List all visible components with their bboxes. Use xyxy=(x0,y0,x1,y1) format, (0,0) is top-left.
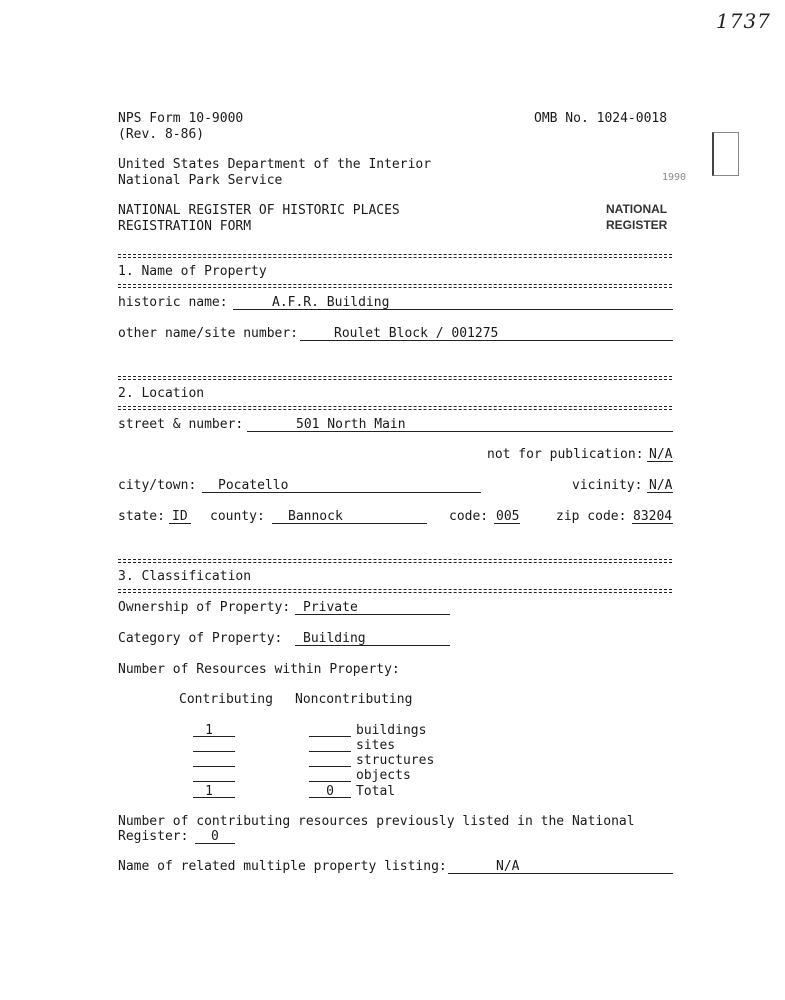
ownership-value: Private xyxy=(303,600,358,615)
form-revision: (Rev. 8-86) xyxy=(118,127,205,142)
multiple-property-label: Name of related multiple property listing: xyxy=(118,859,447,874)
not-for-publication-label: not for publication: xyxy=(487,447,644,462)
noncontributing-line-objects xyxy=(309,781,351,782)
contributing-total: 1 xyxy=(205,784,213,799)
row-label-buildings: buildings xyxy=(356,723,427,738)
received-stamp-box xyxy=(712,132,739,176)
other-name-value: Roulet Block / 001275 xyxy=(334,326,499,341)
noncontributing-total: 0 xyxy=(326,784,334,799)
form-title: NATIONAL REGISTER OF HISTORIC PLACES xyxy=(118,203,400,218)
zip-label: zip code: xyxy=(556,509,627,524)
section-divider xyxy=(118,376,672,380)
noncontributing-header: Noncontributing xyxy=(295,692,413,707)
resources-label: Number of Resources within Property: xyxy=(118,662,400,677)
contributing-line-objects xyxy=(193,781,235,782)
historic-name-value: A.F.R. Building xyxy=(272,295,390,310)
section-3-title: 3. Classification xyxy=(118,569,252,584)
multiple-property-value: N/A xyxy=(496,859,520,874)
stamp-national: NATIONAL xyxy=(606,202,668,216)
received-stamp-date: 1990 xyxy=(662,172,687,183)
street-value: 501 North Main xyxy=(296,417,406,432)
multiple-property-line xyxy=(448,873,673,874)
city-label: city/town: xyxy=(118,478,197,493)
ownership-label: Ownership of Property: xyxy=(118,600,291,615)
form-id: NPS Form 10-9000 xyxy=(118,111,244,126)
county-value: Bannock xyxy=(288,509,343,524)
omb-number: OMB No. 1024-0018 xyxy=(534,111,668,126)
vicinity-label: vicinity: xyxy=(572,478,643,493)
section-divider xyxy=(118,406,672,410)
contributing-header: Contributing xyxy=(179,692,273,707)
category-value: Building xyxy=(303,631,366,646)
previously-listed-label: Register: xyxy=(118,829,189,844)
code-label: code: xyxy=(449,509,489,524)
state-label: state: xyxy=(118,509,165,524)
noncontributing-line-sites xyxy=(309,751,351,752)
service: National Park Service xyxy=(118,173,283,188)
row-label-structures: structures xyxy=(356,753,435,768)
stamp-register: REGISTER xyxy=(606,218,668,232)
form-subtitle: REGISTRATION FORM xyxy=(118,219,252,234)
section-1-title: 1. Name of Property xyxy=(118,264,267,279)
county-label: county: xyxy=(210,509,265,524)
handwritten-number: 1737 xyxy=(716,9,771,33)
contributing-line-sites xyxy=(193,751,235,752)
noncontributing-line-buildings xyxy=(309,736,351,737)
section-2-title: 2. Location xyxy=(118,386,205,401)
section-divider xyxy=(118,559,672,563)
other-name-label: other name/site number: xyxy=(118,326,299,341)
category-label: Category of Property: xyxy=(118,631,283,646)
row-label-sites: sites xyxy=(356,738,396,753)
section-divider xyxy=(118,284,672,288)
vicinity-value: N/A xyxy=(649,478,673,493)
state-value: ID xyxy=(172,509,188,524)
city-value: Pocatello xyxy=(218,478,289,493)
row-label-objects: objects xyxy=(356,768,411,783)
noncontributing-line-structures xyxy=(309,766,351,767)
historic-name-label: historic name: xyxy=(118,295,228,310)
department: United States Department of the Interior xyxy=(118,157,432,172)
code-value: 005 xyxy=(496,509,520,524)
street-label: street & number: xyxy=(118,417,244,432)
zip-value: 83204 xyxy=(633,509,673,524)
contributing-line-structures xyxy=(193,766,235,767)
previously-listed-text: Number of contributing resources previously listed in the National xyxy=(118,814,635,829)
row-label-total: Total xyxy=(356,784,396,799)
not-for-publication-value: N/A xyxy=(649,447,673,462)
section-divider xyxy=(118,254,672,258)
section-divider xyxy=(118,589,672,593)
contributing-buildings: 1 xyxy=(205,723,213,738)
previously-listed-value: 0 xyxy=(211,829,219,844)
